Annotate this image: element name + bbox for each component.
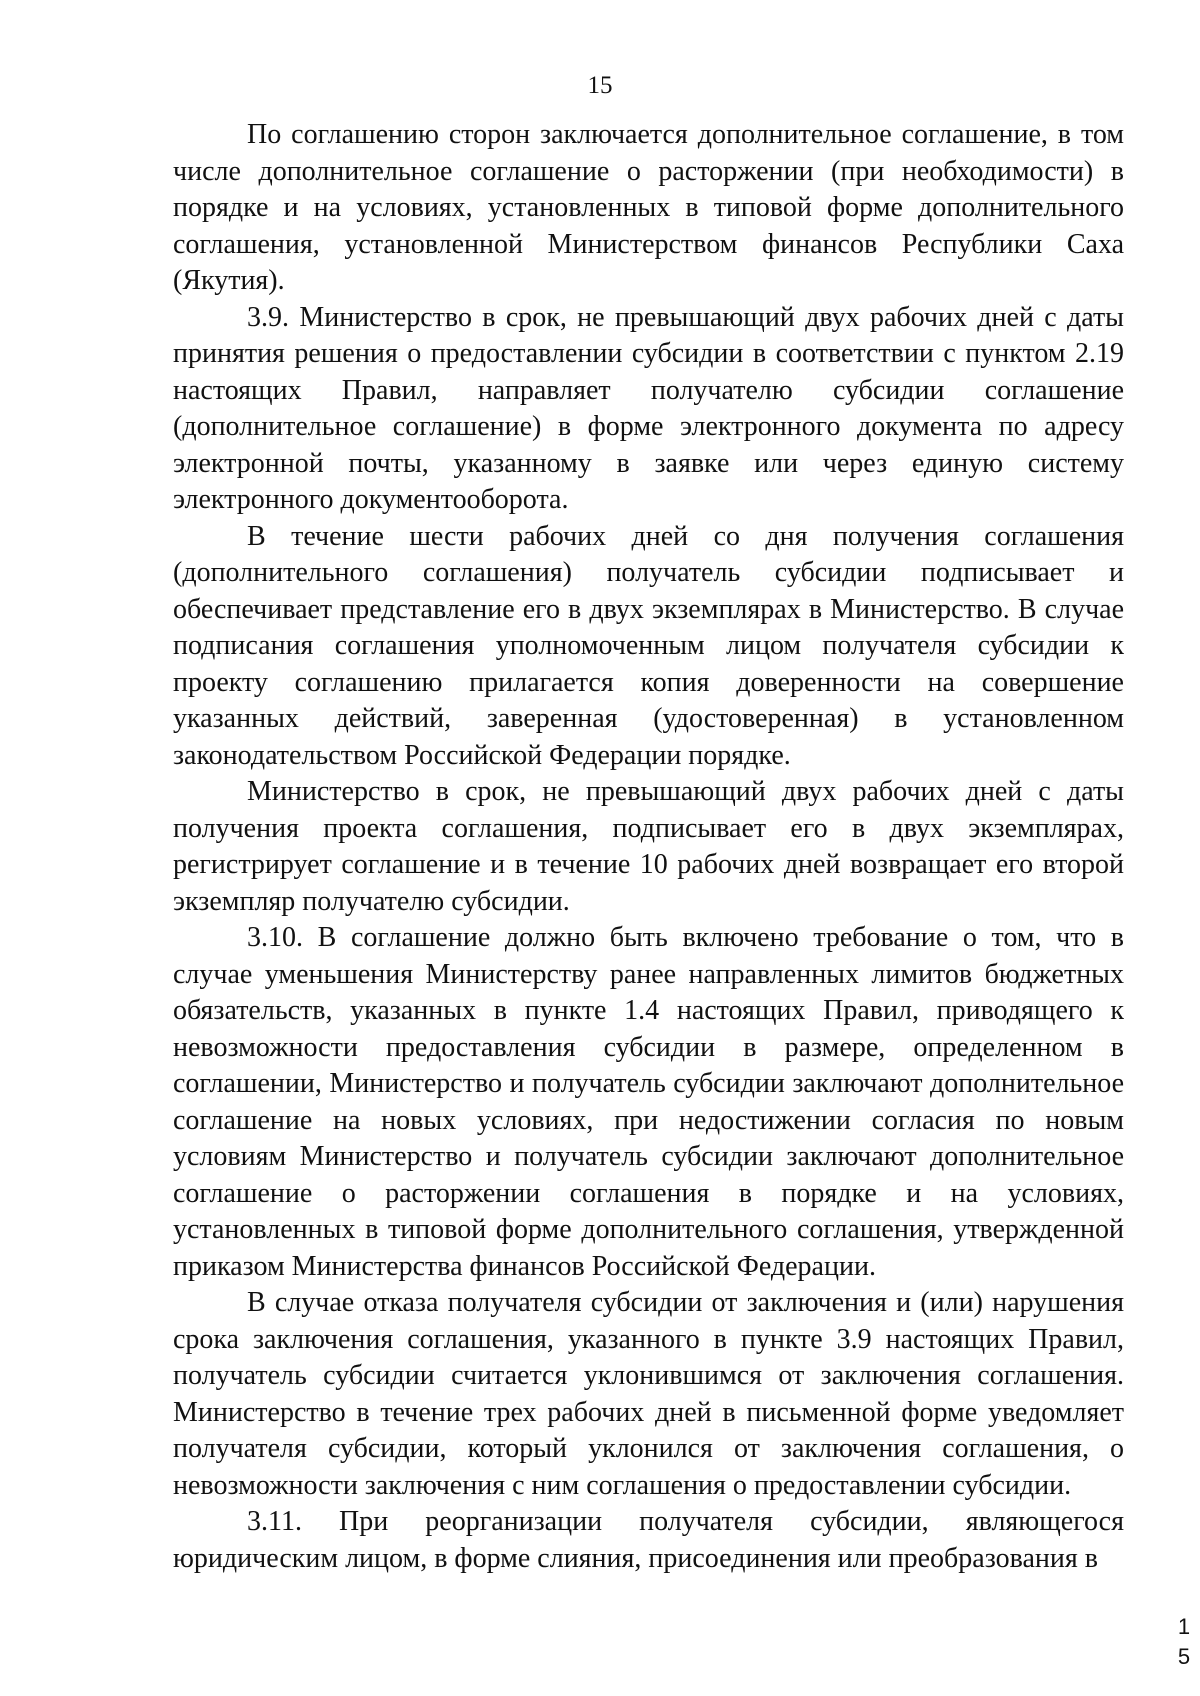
paragraph-registration: Министерство в срок, не превышающий двух рабочих дней с даты получения проекта соглашения, подписывает его в двух экземплярах, регистрирует соглашение и в течение 10 рабочих дней возвращает его второй экземпляр получателю субсидии. (173, 776, 1124, 917)
document-body (173, 117, 1124, 1577)
paragraph-3-9: 3.9. Министерство в срок, не превышающий двух рабочих дней с даты принятия решения о предоставлении субсидии в соответствии с пунктом 2.19 настоящих Правил, направляет получателю субсидии соглашение (дополнительное соглашение) в форме электронного документа по адресу электронной почты, указанному в заявке или через единую систему электронного документооборота. (173, 301, 1124, 515)
page-number: 15 (587, 72, 613, 99)
corner-page-mark (1174, 1612, 1194, 1672)
paragraph-3-11: 3.11. При реорганизации получателя субсидии, являющегося юридическим лицом, в форме слияния, присоединения или преобразования в (173, 1506, 1124, 1574)
paragraph-3-10: 3.10. В соглашение должно быть включено требование о том, что в случае уменьшения Министерству ранее направленных лимитов бюджетных обязательств, указанных в пункте 1.4 настоящих Правил, приводящего к невозможности предоставления субсидии в размере, определенном в соглашении, Министерство и получатель субсидии заключают дополнительное соглашение на новых условиях, при недостижении согласия по новым условиям Министерство и получатель субсидии заключают дополнительное соглашение о расторжении соглашения в порядке и на условиях, установленных в типовой форме дополнительного соглашения, утвержденной приказом Министерства финансов Российской Федерации. (173, 922, 1124, 1282)
corner-mark-digit-2: 5 (1177, 1644, 1191, 1669)
paragraph-refusal: В случае отказа получателя субсидии от заключения и (или) нарушения срока заключения соглашения, указанного в пункте 3.9 настоящих Правил, получатель субсидии считается уклонившимся от заключения соглашения. Министерство в течение трех рабочих дней в письменной форме уведомляет получателя субсидии, который уклонился от заключения соглашения, о невозможности заключения с ним соглашения о предоставлении субсидии. (173, 1287, 1124, 1501)
corner-mark-digit-1: 1 (1177, 1614, 1191, 1639)
paragraph-signing-period: В течение шести рабочих дней со дня получения соглашения (дополнительного соглашения) получатель субсидии подписывает и обеспечивает представление его в двух экземплярах в Министерство. В случае подписания соглашения уполномоченным лицом получателя субсидии к проекту соглашению прилагается копия доверенности на совершение указанных действий, заверенная (удостоверенная) в установленном законодательством Российской Федерации порядке. (173, 520, 1124, 771)
paragraph-additional-agreement: По соглашению сторон заключается дополнительное соглашение, в том числе дополнительное соглашение о расторжении (при необходимости) в порядке и на условиях, установленных в типовой форме дополнительного соглашения, установленной Министерством финансов Республики Саха (Якутия). (173, 119, 1124, 296)
